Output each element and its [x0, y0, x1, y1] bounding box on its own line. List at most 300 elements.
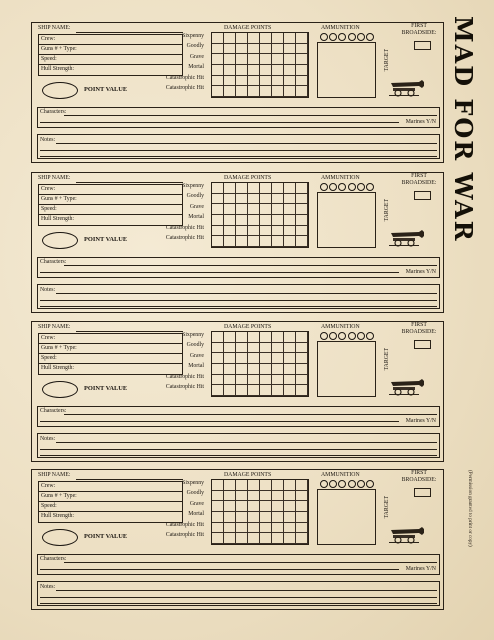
damage-cell[interactable] [212, 512, 224, 523]
target-label: TARGET [384, 49, 390, 72]
damage-cell[interactable] [284, 215, 296, 226]
damage-cell[interactable] [212, 480, 224, 491]
ammo-circle[interactable] [348, 332, 356, 340]
damage-grid[interactable] [211, 479, 309, 545]
notes-box[interactable] [37, 134, 440, 159]
damage-cell[interactable] [224, 375, 236, 386]
damage-cell[interactable] [248, 65, 260, 76]
damage-cell[interactable] [236, 512, 248, 523]
damage-cell[interactable] [236, 343, 248, 354]
ammo-circle[interactable] [348, 33, 356, 41]
damage-cell[interactable] [248, 215, 260, 226]
damage-cell[interactable] [284, 491, 296, 502]
damage-cell[interactable] [224, 512, 236, 523]
damage-cell[interactable] [212, 332, 224, 343]
damage-cell[interactable] [248, 183, 260, 194]
damage-cell[interactable] [212, 364, 224, 375]
damage-cell[interactable] [296, 33, 308, 44]
damage-cell[interactable] [224, 194, 236, 205]
ammo-box[interactable] [317, 192, 376, 248]
ship-name-label: SHIP NAME: [38, 472, 71, 478]
damage-cell[interactable] [236, 353, 248, 364]
damage-cell[interactable] [212, 236, 224, 247]
damage-cell[interactable] [284, 236, 296, 247]
damage-cell[interactable] [224, 54, 236, 65]
first-broadside-box[interactable] [414, 488, 431, 497]
damage-cell[interactable] [260, 215, 272, 226]
damage-cell[interactable] [248, 491, 260, 502]
damage-cell[interactable] [236, 226, 248, 237]
point-value-label: POINT VALUE [84, 236, 128, 243]
cannon-icon [389, 227, 426, 247]
damage-cell[interactable] [284, 353, 296, 364]
damage-cell[interactable] [236, 215, 248, 226]
ship-name-line[interactable] [76, 331, 183, 332]
damage-cell[interactable] [260, 194, 272, 205]
marines-label: Marines Y/N [405, 418, 436, 424]
damage-cell[interactable] [284, 533, 296, 544]
damage-cell[interactable] [236, 375, 248, 386]
damage-cell[interactable] [296, 44, 308, 55]
damage-cell[interactable] [260, 375, 272, 386]
ammo-circle[interactable] [348, 183, 356, 191]
ammo-circle[interactable] [320, 33, 328, 41]
first-broadside-label: FIRST BROADSIDE: [401, 173, 437, 186]
damage-cell[interactable] [212, 204, 224, 215]
damage-cell[interactable] [272, 33, 284, 44]
damage-cell[interactable] [296, 533, 308, 544]
damage-cell[interactable] [236, 54, 248, 65]
point-value-oval[interactable] [42, 82, 78, 99]
damage-cell[interactable] [248, 343, 260, 354]
damage-cell[interactable] [260, 332, 272, 343]
damage-cell[interactable] [296, 215, 308, 226]
ammo-circles [320, 332, 374, 340]
notes-box[interactable] [37, 433, 440, 458]
guns-label: Guns # + Type: [41, 196, 77, 202]
damage-cell[interactable] [296, 226, 308, 237]
ship-card [31, 172, 444, 313]
damage-cell[interactable] [248, 236, 260, 247]
point-value-oval[interactable] [42, 381, 78, 398]
damage-cell[interactable] [260, 33, 272, 44]
damage-cell[interactable] [212, 385, 224, 396]
characters-box[interactable] [37, 107, 440, 128]
damage-cell[interactable] [272, 353, 284, 364]
damage-cell[interactable] [272, 364, 284, 375]
hull-strength-label: Hull Strength: [41, 66, 75, 72]
damage-cell[interactable] [284, 33, 296, 44]
damage-cell[interactable] [296, 501, 308, 512]
damage-cell[interactable] [284, 512, 296, 523]
damage-cell[interactable] [272, 215, 284, 226]
damage-cell[interactable] [248, 480, 260, 491]
damage-cell[interactable] [224, 332, 236, 343]
damage-cell[interactable] [248, 512, 260, 523]
damage-cell[interactable] [236, 183, 248, 194]
damage-cell[interactable] [224, 364, 236, 375]
damage-cell[interactable] [224, 215, 236, 226]
damage-goodly-label: Goodly [186, 342, 204, 348]
ammo-circle[interactable] [366, 332, 374, 340]
damage-cell[interactable] [236, 385, 248, 396]
ammo-box[interactable] [317, 42, 376, 98]
damage-cell[interactable] [224, 480, 236, 491]
damage-cell[interactable] [260, 353, 272, 364]
damage-cell[interactable] [272, 343, 284, 354]
damage-cell[interactable] [224, 65, 236, 76]
damage-cell[interactable] [224, 501, 236, 512]
damage-cell[interactable] [284, 332, 296, 343]
damage-cell[interactable] [212, 501, 224, 512]
first-broadside-box[interactable] [414, 340, 431, 349]
damage-sixpenny-label: Sixpenny [182, 33, 204, 39]
damage-points-label: DAMAGE POINTS [224, 175, 272, 181]
notes-box[interactable] [37, 284, 440, 309]
damage-cell[interactable] [248, 204, 260, 215]
ammo-circle[interactable] [329, 332, 337, 340]
damage-cell[interactable] [248, 33, 260, 44]
damage-cell[interactable] [272, 501, 284, 512]
damage-cell[interactable] [260, 65, 272, 76]
damage-cell[interactable] [236, 33, 248, 44]
damage-cell[interactable] [212, 194, 224, 205]
first-broadside-label: FIRST BROADSIDE: [401, 322, 437, 335]
damage-cell[interactable] [212, 54, 224, 65]
damage-cell[interactable] [260, 86, 272, 97]
damage-cell[interactable] [224, 236, 236, 247]
point-value-oval[interactable] [42, 529, 78, 546]
damage-cell[interactable] [224, 385, 236, 396]
damage-cell[interactable] [212, 65, 224, 76]
damage-cell[interactable] [260, 385, 272, 396]
damage-cell[interactable] [260, 533, 272, 544]
ammo-circle[interactable] [366, 183, 374, 191]
ammo-circle[interactable] [320, 480, 328, 488]
damage-cell[interactable] [248, 332, 260, 343]
speed-label: Speed: [41, 56, 57, 62]
damage-cell[interactable] [224, 491, 236, 502]
damage-cell[interactable] [260, 44, 272, 55]
damage-cell[interactable] [224, 86, 236, 97]
damage-cell[interactable] [212, 86, 224, 97]
ammo-circle[interactable] [338, 33, 346, 41]
damage-cell[interactable] [296, 480, 308, 491]
damage-cell[interactable] [296, 523, 308, 534]
damage-cell[interactable] [248, 523, 260, 534]
damage-cell[interactable] [296, 375, 308, 386]
damage-cell[interactable] [260, 480, 272, 491]
damage-cell[interactable] [236, 86, 248, 97]
characters-box[interactable] [37, 406, 440, 427]
damage-cell[interactable] [272, 523, 284, 534]
damage-cell[interactable] [284, 501, 296, 512]
point-value-label: POINT VALUE [84, 385, 128, 392]
target-label: TARGET [384, 199, 390, 222]
speed-label: Speed: [41, 355, 57, 361]
ammo-circle[interactable] [348, 480, 356, 488]
damage-cell[interactable] [296, 343, 308, 354]
ship-name-line[interactable] [76, 479, 183, 480]
damage-cell[interactable] [272, 76, 284, 87]
ammo-circle[interactable] [329, 480, 337, 488]
ammo-box[interactable] [317, 489, 376, 545]
damage-cell[interactable] [236, 194, 248, 205]
ammunition-label: AMMUNITION [321, 472, 360, 478]
damage-cell[interactable] [248, 54, 260, 65]
damage-cell[interactable] [212, 76, 224, 87]
damage-mortal-label: Mortal [188, 511, 204, 517]
damage-cell[interactable] [272, 385, 284, 396]
damage-cell[interactable] [212, 353, 224, 364]
damage-cell[interactable] [272, 375, 284, 386]
ammo-circle[interactable] [357, 183, 365, 191]
damage-cell[interactable] [260, 236, 272, 247]
damage-cell[interactable] [284, 375, 296, 386]
damage-mortal-label: Mortal [188, 214, 204, 220]
damage-cell[interactable] [296, 512, 308, 523]
damage-grid[interactable] [211, 32, 309, 98]
characters-box[interactable] [37, 257, 440, 278]
damage-cell[interactable] [284, 343, 296, 354]
damage-cell[interactable] [260, 501, 272, 512]
damage-cell[interactable] [272, 86, 284, 97]
first-broadside-label: FIRST BROADSIDE: [401, 23, 437, 36]
speed-label: Speed: [41, 503, 57, 509]
damage-cell[interactable] [284, 183, 296, 194]
damage-cell[interactable] [224, 183, 236, 194]
damage-cell[interactable] [272, 491, 284, 502]
damage-cell[interactable] [272, 512, 284, 523]
ammo-circle[interactable] [329, 33, 337, 41]
damage-cell[interactable] [248, 533, 260, 544]
damage-cell[interactable] [260, 512, 272, 523]
point-value-oval[interactable] [42, 232, 78, 249]
damage-cell[interactable] [284, 65, 296, 76]
damage-cell[interactable] [272, 65, 284, 76]
ammo-circles [320, 183, 374, 191]
damage-cell[interactable] [236, 523, 248, 534]
damage-cell[interactable] [212, 523, 224, 534]
damage-cell[interactable] [284, 86, 296, 97]
damage-cell[interactable] [272, 236, 284, 247]
damage-cell[interactable] [272, 183, 284, 194]
ammo-circle[interactable] [320, 183, 328, 191]
damage-cell[interactable] [212, 491, 224, 502]
damage-cell[interactable] [296, 236, 308, 247]
damage-cell[interactable] [248, 86, 260, 97]
damage-cell[interactable] [296, 332, 308, 343]
ship-name-label: SHIP NAME: [38, 25, 71, 31]
damage-cell[interactable] [248, 226, 260, 237]
damage-cell[interactable] [224, 76, 236, 87]
damage-cell[interactable] [260, 54, 272, 65]
characters-label: Characters: [40, 408, 67, 414]
damage-cell[interactable] [272, 54, 284, 65]
damage-cell[interactable] [236, 332, 248, 343]
damage-cell[interactable] [212, 375, 224, 386]
damage-catastrophic-label-1: Catastrophic Hit [165, 374, 204, 380]
cannon-icon [389, 524, 426, 544]
damage-cell[interactable] [260, 226, 272, 237]
damage-sixpenny-label: Sixpenny [182, 332, 204, 338]
damage-cell[interactable] [260, 204, 272, 215]
damage-cell[interactable] [296, 76, 308, 87]
damage-cell[interactable] [260, 76, 272, 87]
damage-cell[interactable] [224, 226, 236, 237]
damage-cell[interactable] [272, 204, 284, 215]
damage-cell[interactable] [224, 353, 236, 364]
damage-cell[interactable] [284, 523, 296, 534]
damage-cell[interactable] [284, 364, 296, 375]
damage-cell[interactable] [236, 65, 248, 76]
notes-label: Notes: [40, 436, 56, 442]
ammo-circle[interactable] [366, 480, 374, 488]
damage-cell[interactable] [284, 204, 296, 215]
damage-cell[interactable] [236, 533, 248, 544]
marines-label: Marines Y/N [405, 566, 436, 572]
damage-cell[interactable] [260, 491, 272, 502]
damage-cell[interactable] [224, 523, 236, 534]
damage-catastrophic-label-2: Catastrophic Hit [165, 235, 204, 241]
cannon-icon [389, 376, 426, 396]
notes-box[interactable] [37, 581, 440, 606]
damage-cell[interactable] [248, 353, 260, 364]
damage-cell[interactable] [296, 491, 308, 502]
damage-cell[interactable] [272, 194, 284, 205]
ammo-circle[interactable] [366, 33, 374, 41]
first-broadside-box[interactable] [414, 41, 431, 50]
damage-cell[interactable] [260, 523, 272, 534]
damage-grid[interactable] [211, 182, 309, 248]
ammo-circle[interactable] [357, 33, 365, 41]
damage-cell[interactable] [212, 533, 224, 544]
damage-cell[interactable] [296, 194, 308, 205]
damage-cell[interactable] [236, 76, 248, 87]
damage-cell[interactable] [224, 33, 236, 44]
characters-box[interactable] [37, 554, 440, 575]
ammo-circle[interactable] [338, 332, 346, 340]
marines-label: Marines Y/N [405, 119, 436, 125]
damage-cell[interactable] [236, 491, 248, 502]
ammo-circle[interactable] [357, 332, 365, 340]
damage-cell[interactable] [212, 226, 224, 237]
damage-cell[interactable] [296, 54, 308, 65]
point-value-label: POINT VALUE [84, 86, 128, 93]
ammo-circle[interactable] [338, 183, 346, 191]
damage-cell[interactable] [236, 480, 248, 491]
damage-cell[interactable] [296, 86, 308, 97]
damage-cell[interactable] [272, 480, 284, 491]
ammo-circle[interactable] [329, 183, 337, 191]
damage-cell[interactable] [212, 183, 224, 194]
ammo-circle[interactable] [338, 480, 346, 488]
damage-cell[interactable] [284, 54, 296, 65]
crew-label: Crew: [41, 483, 56, 489]
first-broadside-box[interactable] [414, 191, 431, 200]
damage-cell[interactable] [284, 226, 296, 237]
damage-cell[interactable] [224, 533, 236, 544]
damage-cell[interactable] [248, 76, 260, 87]
permission-note: (Permission granted to print or copy) [467, 470, 473, 547]
damage-cell[interactable] [236, 236, 248, 247]
ammo-circle[interactable] [320, 332, 328, 340]
damage-cell[interactable] [248, 364, 260, 375]
ammo-circle[interactable] [357, 480, 365, 488]
damage-cell[interactable] [236, 44, 248, 55]
point-value-label: POINT VALUE [84, 533, 128, 540]
damage-catastrophic-label-2: Catastrophic Hit [165, 85, 204, 91]
damage-cell[interactable] [248, 501, 260, 512]
damage-cell[interactable] [212, 215, 224, 226]
damage-sixpenny-label: Sixpenny [182, 480, 204, 486]
ship-name-label: SHIP NAME: [38, 175, 71, 181]
damage-cell[interactable] [224, 44, 236, 55]
damage-catastrophic-label-1: Catastrophic Hit [165, 225, 204, 231]
damage-grid[interactable] [211, 331, 309, 397]
ship-card [31, 22, 444, 163]
damage-cell[interactable] [236, 501, 248, 512]
damage-cell[interactable] [248, 194, 260, 205]
damage-cell[interactable] [236, 364, 248, 375]
damage-cell[interactable] [236, 204, 248, 215]
crew-label: Crew: [41, 36, 56, 42]
hull-strength-label: Hull Strength: [41, 216, 75, 222]
damage-cell[interactable] [248, 44, 260, 55]
guns-label: Guns # + Type: [41, 345, 77, 351]
damage-grave-label: Grave [189, 54, 204, 60]
damage-cell[interactable] [272, 44, 284, 55]
damage-cell[interactable] [284, 76, 296, 87]
damage-grave-label: Grave [189, 353, 204, 359]
damage-cell[interactable] [272, 332, 284, 343]
damage-cell[interactable] [260, 364, 272, 375]
damage-cell[interactable] [212, 33, 224, 44]
notes-label: Notes: [40, 287, 56, 293]
damage-cell[interactable] [248, 385, 260, 396]
ship-name-line[interactable] [76, 32, 183, 33]
ammunition-label: AMMUNITION [321, 25, 360, 31]
damage-cell[interactable] [248, 375, 260, 386]
damage-catastrophic-label-2: Catastrophic Hit [165, 384, 204, 390]
damage-cell[interactable] [212, 343, 224, 354]
ship-name-line[interactable] [76, 182, 183, 183]
damage-cell[interactable] [212, 44, 224, 55]
damage-cell[interactable] [296, 65, 308, 76]
ship-info-box [38, 34, 183, 76]
damage-cell[interactable] [296, 183, 308, 194]
damage-cell[interactable] [260, 343, 272, 354]
ship-card [31, 469, 444, 610]
damage-sixpenny-label: Sixpenny [182, 183, 204, 189]
hull-strength-label: Hull Strength: [41, 513, 75, 519]
damage-cell[interactable] [284, 385, 296, 396]
damage-cell[interactable] [224, 343, 236, 354]
damage-cell[interactable] [224, 204, 236, 215]
damage-cell[interactable] [272, 533, 284, 544]
damage-cell[interactable] [272, 226, 284, 237]
damage-cell[interactable] [284, 44, 296, 55]
damage-cell[interactable] [284, 194, 296, 205]
damage-grave-label: Grave [189, 501, 204, 507]
damage-cell[interactable] [296, 364, 308, 375]
damage-cell[interactable] [284, 480, 296, 491]
damage-cell[interactable] [296, 204, 308, 215]
damage-cell[interactable] [260, 183, 272, 194]
ammo-box[interactable] [317, 341, 376, 397]
damage-cell[interactable] [296, 353, 308, 364]
damage-cell[interactable] [296, 385, 308, 396]
